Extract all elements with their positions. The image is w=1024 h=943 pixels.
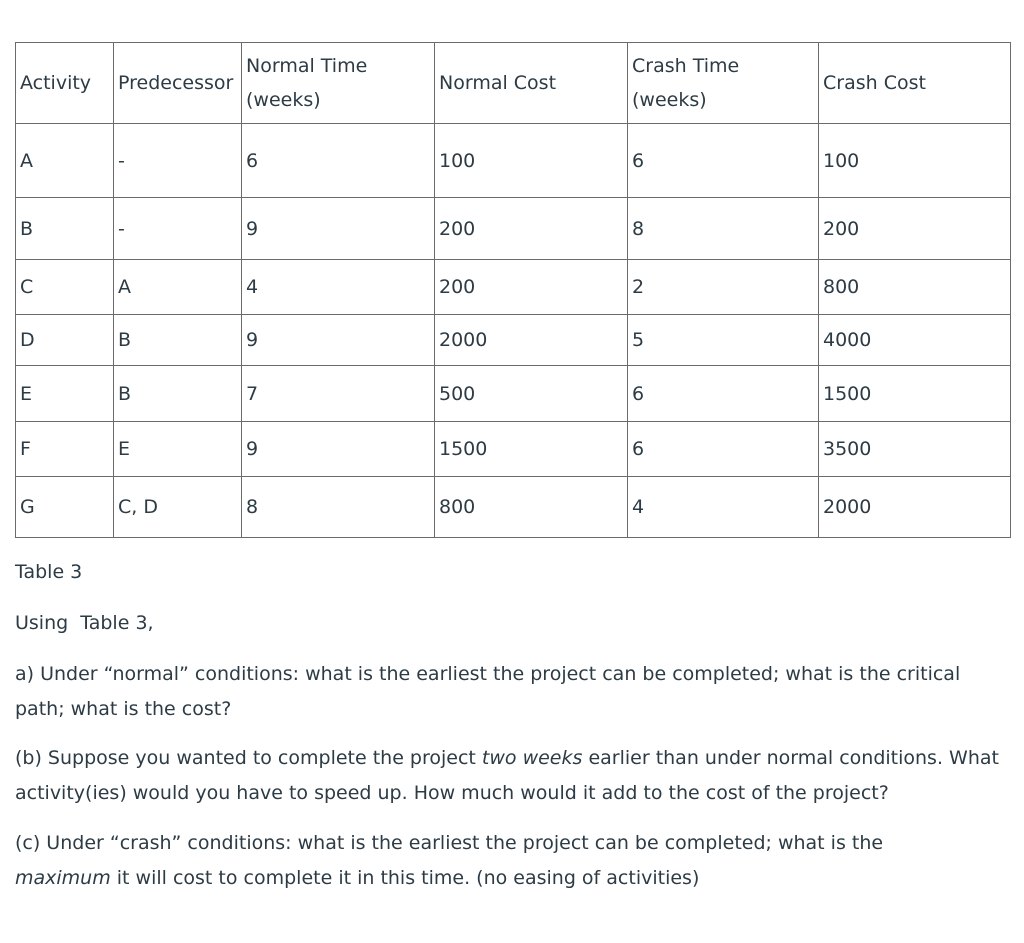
question-c-emphasis: maximum <box>15 867 111 889</box>
header-activity: Activity <box>16 43 114 124</box>
header-normal-cost: Normal Cost <box>435 43 628 124</box>
cell-crash-cost: 1500 <box>819 366 1011 422</box>
cell-normal-cost: 200 <box>435 260 628 315</box>
cell-crash-cost: 4000 <box>819 315 1011 366</box>
table-row <box>16 198 1011 260</box>
cell-normal-cost: 200 <box>435 198 628 260</box>
header-normal-time-line2: (weeks) <box>246 89 321 111</box>
cell-predecessor: E <box>114 422 242 477</box>
question-a: a) Under “normal” conditions: what is the earliest the project can be completed; what is the critical path; what is the cost? <box>15 663 961 720</box>
cell-normal-cost: 2000 <box>435 315 628 366</box>
header-crash-cost: Crash Cost <box>819 43 1011 124</box>
cell-normal-cost: 800 <box>435 477 628 538</box>
table-row <box>16 366 1011 422</box>
header-crash-time-line1: Crash Time <box>632 55 740 77</box>
table-row <box>16 124 1011 198</box>
header-crash-time <box>628 43 819 124</box>
cell-predecessor: A <box>114 260 242 315</box>
header-normal-time-line1: Normal Time <box>246 55 368 77</box>
cell-normal-cost: 1500 <box>435 422 628 477</box>
table-3 <box>15 42 1011 538</box>
cell-crash-cost: 2000 <box>819 477 1011 538</box>
cell-predecessor: B <box>114 366 242 422</box>
cell-crash-cost: 100 <box>819 124 1011 198</box>
cell-crash-cost: 3500 <box>819 422 1011 477</box>
cell-predecessor: C, D <box>114 477 242 538</box>
table-caption: Table 3 <box>15 561 83 583</box>
cell-activity: D <box>16 315 114 366</box>
header-crash-time-line2: (weeks) <box>632 89 707 111</box>
cell-normal-time: 8 <box>242 477 435 538</box>
header-predecessor: Predecessor <box>114 43 242 124</box>
cell-normal-time: 9 <box>242 198 435 260</box>
cell-activity: A <box>16 124 114 198</box>
cell-activity: C <box>16 260 114 315</box>
question-c-text-2: it will cost to complete it in this time. (no easing of activities) <box>110 867 700 889</box>
cell-activity: G <box>16 477 114 538</box>
question-b <box>15 741 1005 811</box>
cell-crash-cost: 200 <box>819 198 1011 260</box>
cell-normal-time: 9 <box>242 422 435 477</box>
cell-normal-time: 4 <box>242 260 435 315</box>
intro-text: Using Table 3, <box>15 612 154 634</box>
cell-predecessor: B <box>114 315 242 366</box>
question-b-text-1: (b) Suppose you wanted to complete the project <box>15 747 482 769</box>
question-c <box>15 826 885 896</box>
table-row <box>16 315 1011 366</box>
cell-crash-cost: 800 <box>819 260 1011 315</box>
table-row <box>16 260 1011 315</box>
cell-normal-cost: 500 <box>435 366 628 422</box>
cell-predecessor: - <box>114 124 242 198</box>
table-row <box>16 422 1011 477</box>
cell-normal-time: 6 <box>242 124 435 198</box>
question-b-emphasis: two weeks <box>481 747 583 769</box>
cell-crash-time: 6 <box>628 124 819 198</box>
cell-predecessor: - <box>114 198 242 260</box>
cell-crash-time: 6 <box>628 366 819 422</box>
header-normal-time <box>242 43 435 124</box>
question-b-text-2: earlier than under normal conditions. What activity(ies) would you have to speed up. How much would it add to the cost of the project? <box>15 747 999 804</box>
cell-normal-time: 9 <box>242 315 435 366</box>
cell-normal-time: 7 <box>242 366 435 422</box>
cell-crash-time: 6 <box>628 422 819 477</box>
cell-activity: E <box>16 366 114 422</box>
cell-activity: B <box>16 198 114 260</box>
header-row <box>16 43 1011 124</box>
cell-crash-time: 2 <box>628 260 819 315</box>
cell-crash-time: 4 <box>628 477 819 538</box>
cell-activity: F <box>16 422 114 477</box>
table-row <box>16 477 1011 538</box>
cell-normal-cost: 100 <box>435 124 628 198</box>
cell-crash-time: 5 <box>628 315 819 366</box>
question-c-text-1: (c) Under “crash” conditions: what is the earliest the project can be completed; what is the <box>15 832 884 854</box>
cell-crash-time: 8 <box>628 198 819 260</box>
